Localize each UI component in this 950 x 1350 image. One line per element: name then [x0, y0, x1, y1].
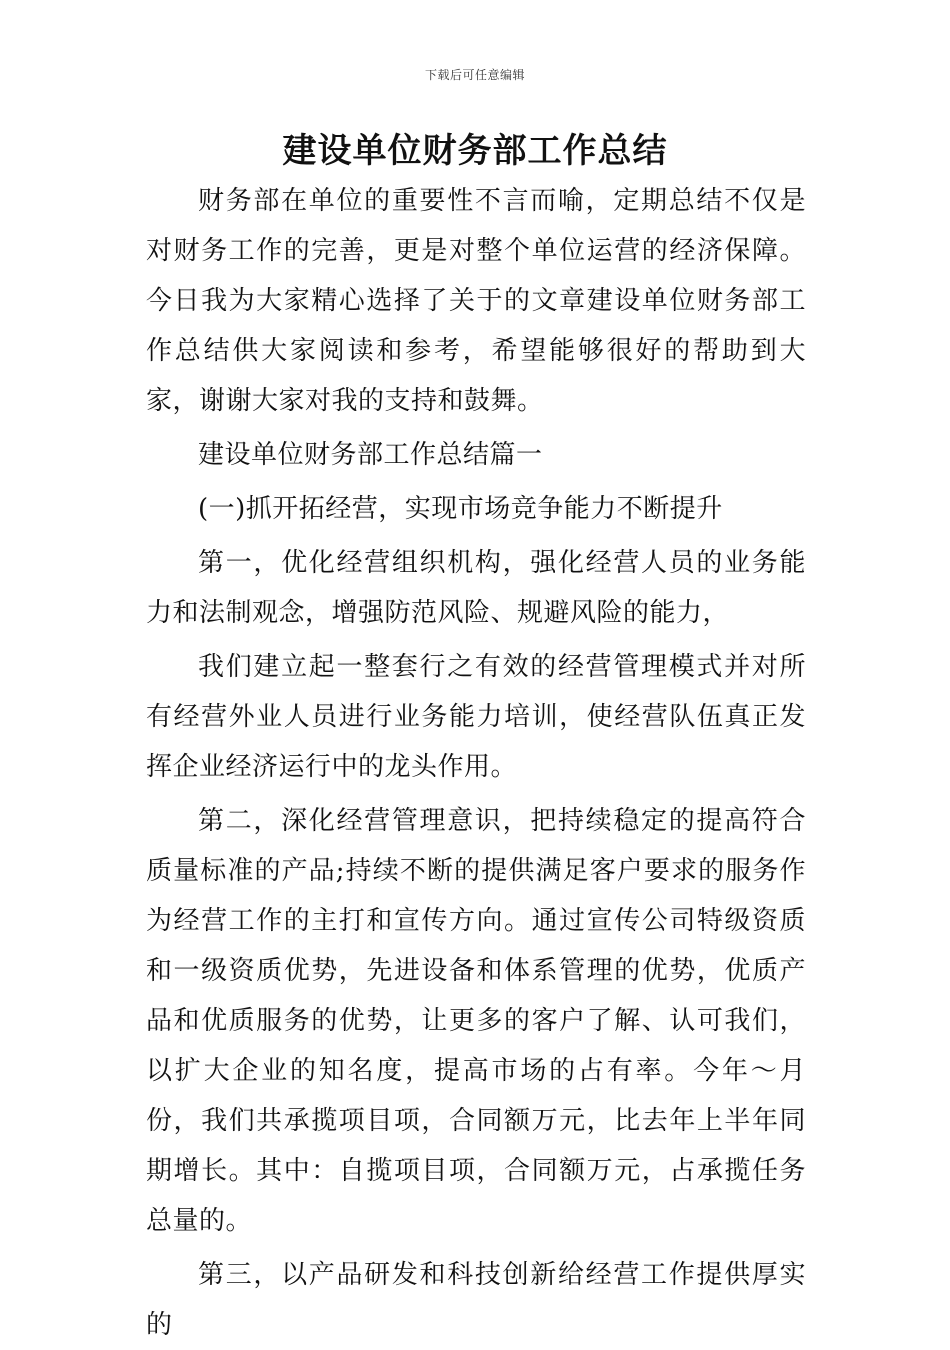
subsection-heading: (一)抓开拓经营，实现市场竞争能力不断提升 — [198, 494, 723, 524]
paragraph-team: 我们建立起一整套行之有效的经营管理模式并对所有经营外业人员进行业务能力培训，使经营队伍真正发挥企业经济运行中的龙头作用。 — [146, 652, 806, 782]
document-title: 建设单位财务部工作总结 — [282, 131, 668, 171]
header-note: 下载后可任意编辑 — [424, 68, 525, 82]
document-body — [146, 176, 806, 1350]
paragraph-intro: 财务部在单位的重要性不言而喻，定期总结不仅是对财务工作的完善，更是对整个单位运营的经济保障。今日我为大家精心选择了关于的文章建设单位财务部工作总结供大家阅读和参考，希望能够很好的帮助到大家，谢谢大家对我的支持和鼓舞。 — [146, 186, 806, 416]
paragraph-third: 第三，以产品研发和科技创新给经营工作提供厚实的 — [146, 1260, 806, 1340]
section-heading: 建设单位财务部工作总结篇一 — [198, 440, 543, 470]
paragraph-first: 第一，优化经营组织机构，强化经营人员的业务能力和法制观念，增强防范风险、规避风险的能力， — [146, 548, 806, 628]
paragraph-second: 第二，深化经营管理意识，把持续稳定的提高符合质量标准的产品;持续不断的提供满足客户要求的服务作为经营工作的主打和宣传方向。通过宣传公司特级资质和一级资质优势，先进设备和体系管理的优势，优质产品和优质服务的优势，让更多的客户了解、认可我们，以扩大企业的知名度，提高市场的占有率。今年～月份，我们共承揽项目项，合同额万元，比去年上半年同期增长。其中：自揽项目项，合同额万元，占承揽任务总量的。 — [146, 806, 806, 1236]
